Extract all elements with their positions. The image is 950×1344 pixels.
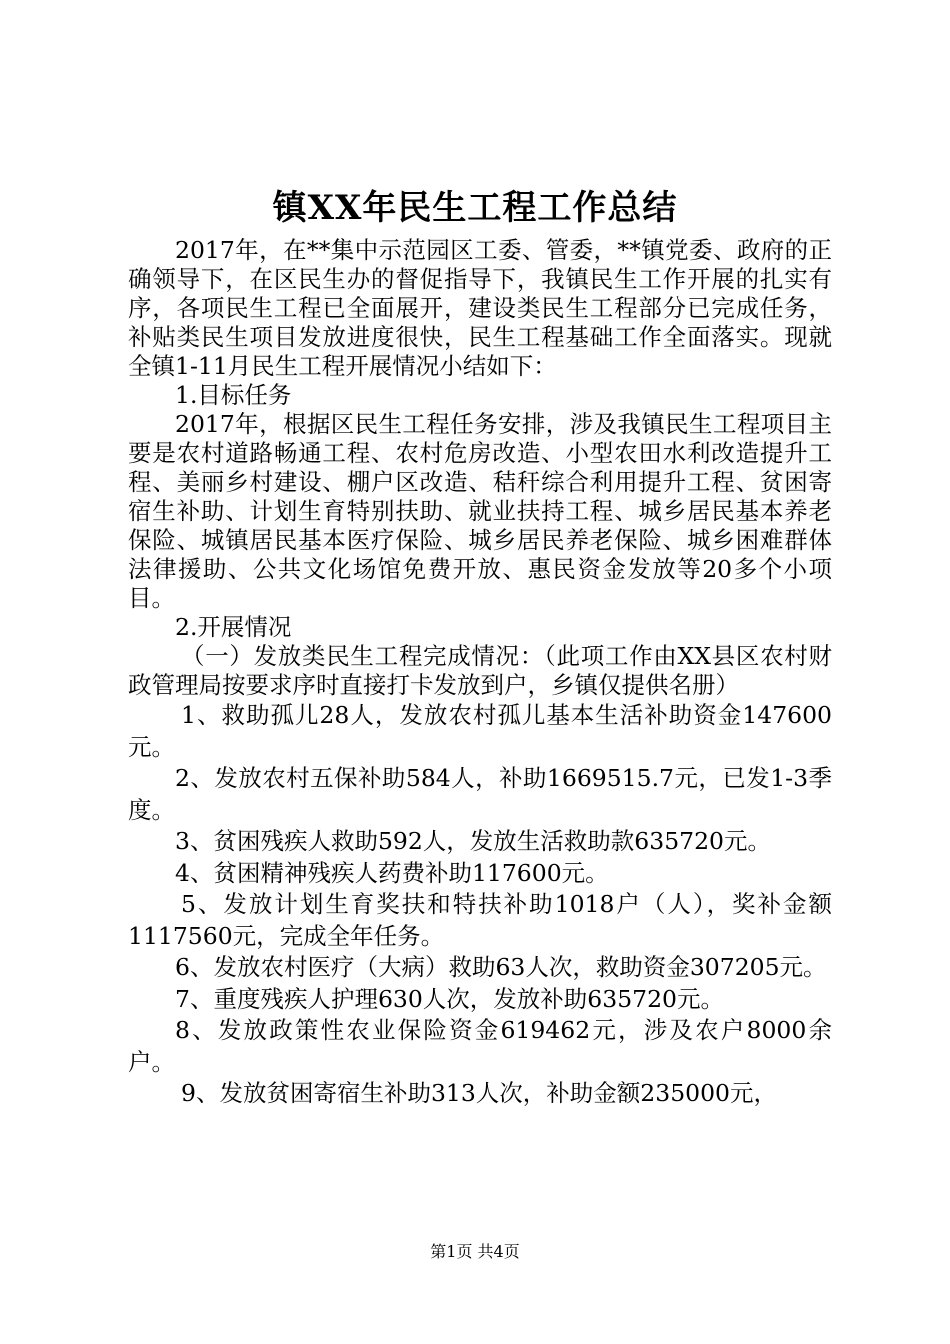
targets-paragraph: 2017年，根据区民生工程任务安排，涉及我镇民生工程项目主要是农村道路畅通工程、农村危房改造、小型农田水利改造提升工程、美丽乡村建设、棚户区改造、秸秆综合利用提升工程、贫困寄宿生补助、计划生育特别扶助、就业扶持工程、城乡居民基本养老保险、城镇居民基本医疗保险、城乡居民养老保险、城乡困难群体法律援助、公共文化场馆免费开放、惠民资金发放等20多个小项目。 (128, 410, 832, 612)
list-item: 9、发放贫困寄宿生补助313人次，补助金额235000元， (181, 1079, 778, 1107)
list-item: 1、救助孤儿28人，发放农村孤儿基本生活补助资金147600元。 (128, 701, 832, 761)
document-body (128, 236, 832, 1110)
list-item: 3、贫困残疾人救助592人，发放生活救助款635720元。 (175, 827, 772, 855)
list-item: 4、贫困精神残疾人药费补助117600元。 (175, 858, 609, 887)
intro-paragraph: 2017年，在**集中示范园区工委、管委，**镇党委、政府的正确领导下，在区民生办的督促指导下，我镇民生工作开展的扎实有序，各项民生工程已全面展开，建设类民生工程部分已完成任务，补贴类民生项目发放进度很快，民生工程基础工作全面落实。现就全镇1-11月民生工程开展情况小结如下： (128, 236, 832, 380)
document-title: 镇XX年民生工程工作总结 (272, 188, 678, 228)
list-item: 7、重度残疾人护理630人次，发放补助635720元。 (175, 984, 725, 1013)
list-item: 2、发放农村五保补助584人，补助1669515.7元，已发1-3季度。 (128, 764, 832, 824)
list-item: 6、发放农村医疗（大病）救助63人次，救助资金307205元。 (175, 953, 827, 981)
list-item: 5、发放计划生育奖扶和特扶补助1018户（人），奖补金额1117560元，完成全年任务。 (128, 890, 832, 950)
section-heading-targets: 1.目标任务 (175, 381, 292, 409)
list-item: 8、发放政策性农业保险资金619462元，涉及农户8000余户。 (128, 1016, 832, 1076)
page-footer: 第1页 共4页 (430, 1242, 520, 1261)
section-heading-progress: 2.开展情况 (175, 613, 292, 641)
subsection-heading-distribution: （一）发放类民生工程完成情况：（此项工作由XX县区农村财政管理局按要求序时直接打卡发放到户，乡镇仅提供名册） (128, 642, 832, 699)
